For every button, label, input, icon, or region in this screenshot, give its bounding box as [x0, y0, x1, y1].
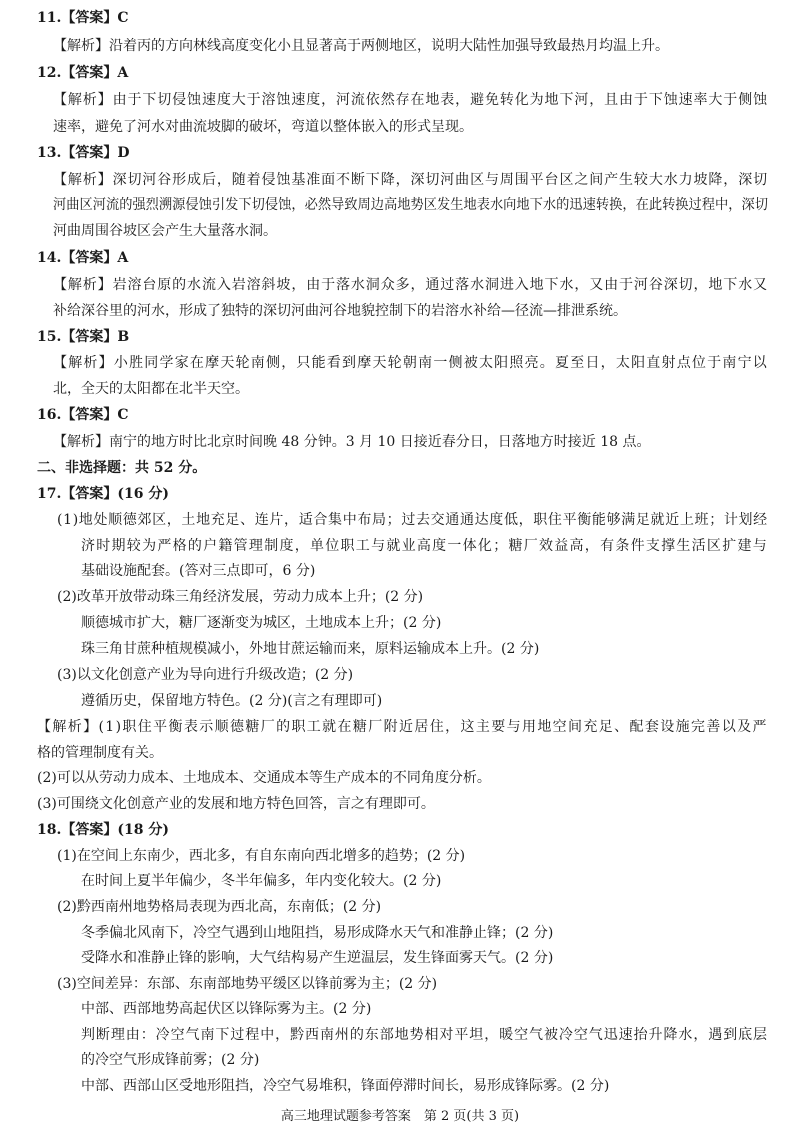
q17-part2-line2: 顺德城市扩大，糖厂逐渐变为城区，土地成本上升；(2 分)	[81, 615, 442, 631]
q15-analysis-line2: 北，全天的太阳都在北半天空。	[53, 381, 249, 397]
q11-analysis: 【解析】沿着丙的方向林线高度变化小且显著高于两侧地区，说明大陆性加强导致最热月均温上升。	[53, 38, 669, 54]
q13-analysis-line3: 河曲周围谷坡区会产生大量落水洞。	[53, 223, 277, 239]
q18-part3-line5: 中部、西部山区受地形阻挡，冷空气易堆积，锋面停滞时间长，易形成锋际雾。(2 分)	[81, 1078, 610, 1094]
q15-analysis-line1: 【解析】小胜同学家在摩天轮南侧，只能看到摩天轮朝南一侧被太阳照亮。夏至日，太阳直射点位于南宁以	[53, 355, 768, 371]
q13-answer: 13.【答案】D	[37, 145, 130, 161]
q17-part3-line2: 遵循历史，保留地方特色。(2 分)(言之有理即可)	[81, 693, 383, 709]
q18-part2-line1: (2)黔西南州地势格局表现为西北高，东南低；(2 分)	[57, 899, 382, 915]
q18-part2-line2: 冬季偏北风南下，冷空气遇到山地阻挡，易形成降水天气和准静止锋；(2 分)	[81, 925, 554, 941]
q15-answer: 15.【答案】B	[37, 329, 130, 345]
q17-analysis-line4: (3)可围绕文化创意产业的发展和地方特色回答，言之有理即可。	[37, 796, 435, 812]
q12-answer: 12.【答案】A	[37, 65, 129, 81]
page-footer: 高三地理试题参考答案 第 2 页(共 3 页)	[280, 1109, 520, 1124]
q16-analysis: 【解析】南宁的地方时比北京时间晚 48 分钟。3 月 10 日接近春分日，日落地方时接近 18 点。	[53, 434, 651, 450]
q18-part3-line4: 的冷空气形成锋前雾；(2 分)	[81, 1052, 260, 1068]
q18-part1-line1: (1)在空间上东南少，西北多，有自东南向西北增多的趋势；(2 分)	[57, 848, 466, 864]
q18-part2-line3: 受降水和准静止锋的影响，大气结构易产生逆温层，发生锋面雾天气。(2 分)	[81, 950, 554, 966]
q18-part3-line2: 中部、西部地势高起伏区以锋际雾为主。(2 分)	[81, 1001, 372, 1017]
q17-part2-line1: (2)改革开放带动珠三角经济发展，劳动力成本上升；(2 分)	[57, 589, 424, 605]
q18-answer: 18.【答案】(18 分)	[37, 822, 169, 838]
q17-part1-line3: 基础设施配套。(答对三点即可，6 分)	[81, 563, 316, 579]
q18-part3-line3: 判断理由：冷空气南下过程中，黔西南州的东部地势相对平坦，暖空气被冷空气迅速抬升降水，遇到底层	[81, 1027, 768, 1043]
q12-analysis-line2: 速率，避免了河水对曲流坡脚的破坏，弯道以整体嵌入的形式呈现。	[53, 119, 473, 135]
q17-part3-line1: (3)以文化创意产业为导向进行升级改造；(2 分)	[57, 667, 354, 683]
q17-analysis-line3: (2)可以从劳动力成本、土地成本、交通成本等生产成本的不同角度分析。	[37, 770, 491, 786]
q12-analysis-line1: 【解析】由于下切侵蚀速度大于溶蚀速度，河流依然存在地表，避免转化为地下河，且由于下蚀速率大于侧蚀	[53, 92, 768, 108]
q17-part1-line2: 济时期较为严格的户籍管理制度，单位职工与就业高度一体化；糖厂效益高，有条件支撑生活区扩建与	[81, 538, 768, 554]
q17-analysis-line2: 格的管理制度有关。	[37, 745, 163, 761]
section-heading: 二、非选择题：共 52 分。	[37, 460, 207, 476]
q17-analysis-line1: 【解析】(1)职住平衡表示顺德糖厂的职工就在糖厂附近居住，这主要与用地空间充足、配套设施完善以及严	[37, 719, 768, 735]
q14-analysis-line1: 【解析】岩溶台原的水流入岩溶斜坡，由于落水洞众多，通过落水洞进入地下水，又由于河谷深切，地下水又	[53, 277, 768, 293]
q16-answer: 16.【答案】C	[37, 407, 129, 423]
q18-part3-line1: (3)空间差异：东部、东南部地势平缓区以锋前雾为主；(2 分)	[57, 976, 438, 992]
q11-answer: 11.【答案】C	[37, 10, 129, 26]
q13-analysis-line2: 河曲区河流的强烈溯源侵蚀引发下切侵蚀，必然导致周边高地势区发生地表水向地下水的迅速转换，在此转换过程中，深切	[53, 197, 768, 213]
q18-part1-line2: 在时间上夏半年偏少，冬半年偏多，年内变化较大。(2 分)	[81, 873, 442, 889]
q14-answer: 14.【答案】A	[37, 250, 129, 266]
q14-analysis-line2: 补给深谷里的河水，形成了独特的深切河曲河谷地貌控制下的岩溶水补给—径流—排泄系统。	[53, 303, 627, 319]
q17-part2-line3: 珠三角甘蔗种植规模减小，外地甘蔗运输而来，原料运输成本上升。(2 分)	[81, 641, 540, 657]
q17-part1-line1: (1)地处顺德郊区，土地充足、连片，适合集中布局；过去交通通达度低，职住平衡能够满足就近上班；计划经	[57, 512, 768, 528]
q13-analysis-line1: 【解析】深切河谷形成后，随着侵蚀基准面不断下降，深切河曲区与周围平台区之间产生较大水力坡降，深切	[53, 172, 768, 188]
q17-answer: 17.【答案】(16 分)	[37, 486, 169, 502]
